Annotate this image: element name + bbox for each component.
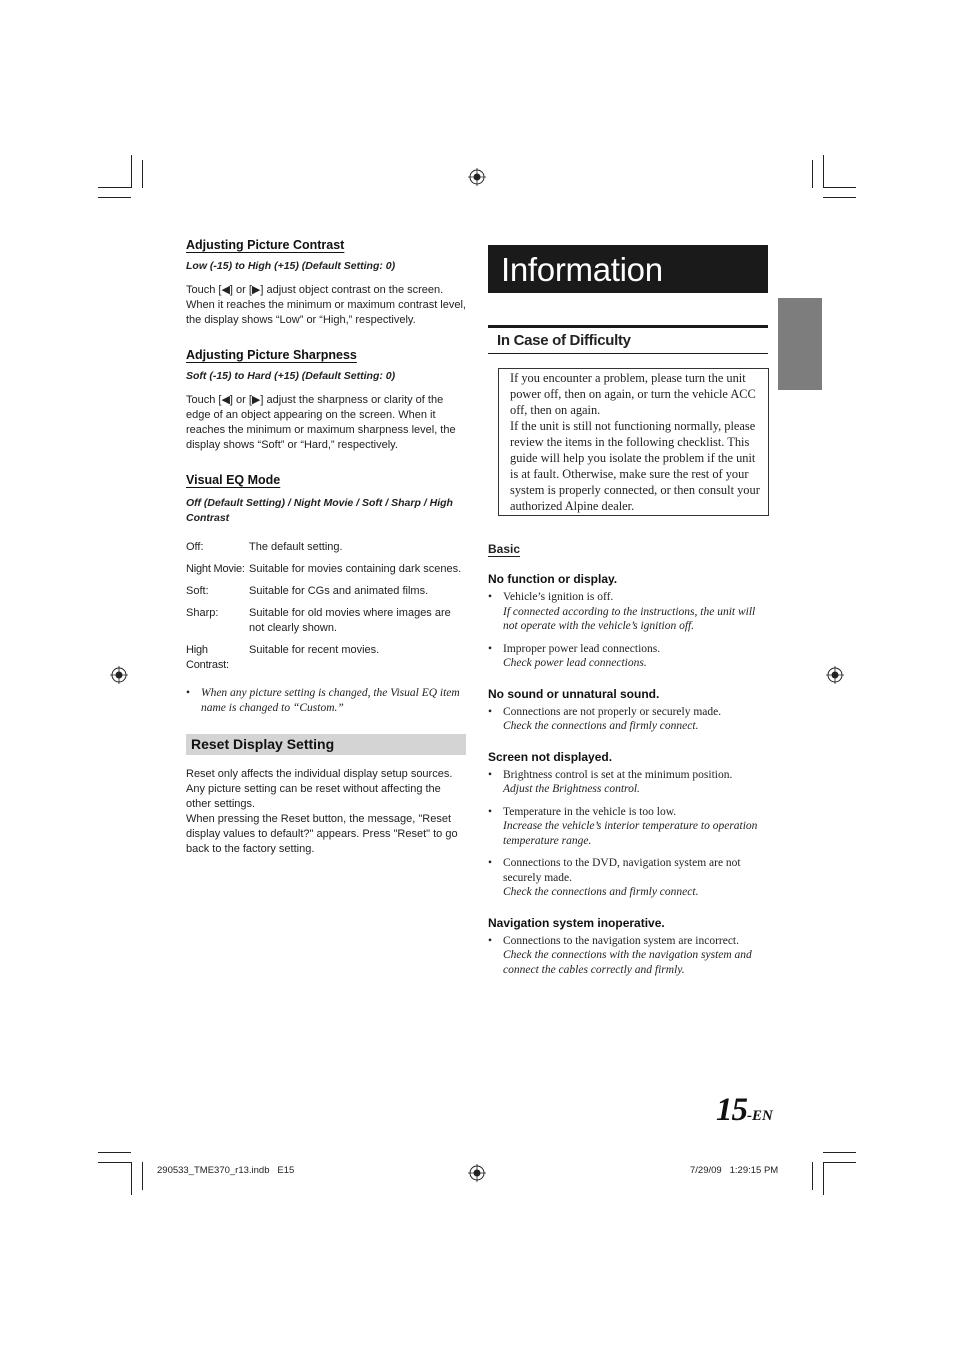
crop-mark	[823, 197, 856, 198]
list-item	[488, 642, 768, 671]
remedy-text: Increase the vehicle’s interior temperature to operation temperature range.	[503, 820, 758, 847]
reset-body-1: Reset only affects the individual display setup sources. Any picture setting can be reset without affecting the other settings.	[186, 768, 453, 810]
table-row	[186, 540, 466, 562]
reset-body-2: When pressing the Reset button, the message, "Reset display values to default?" appears. Press "Reset" to go back to the factory setting.	[186, 813, 458, 855]
problem-title: Navigation system inoperative.	[488, 915, 665, 930]
basic-heading: Basic	[488, 542, 521, 556]
definition-desc: Suitable for movies containing dark scenes.	[249, 563, 462, 575]
cause-text: Vehicle’s ignition is off.	[503, 591, 614, 603]
visual-eq-options: Off (Default Setting) / Night Movie / Soft / Sharp / High Contrast	[186, 497, 453, 524]
crop-mark	[812, 160, 813, 188]
page-number-suffix: -EN	[747, 1108, 773, 1124]
crop-mark	[98, 1162, 131, 1163]
registration-mark-icon	[468, 168, 486, 186]
cause-text: Temperature in the vehicle is too low.	[503, 805, 677, 818]
remedy-text: Adjust the Brightness control.	[503, 783, 640, 795]
remedy-text: Check the connections with the navigation system and connect the cables correctly and firmly.	[503, 949, 752, 976]
crop-mark	[823, 1162, 856, 1163]
crop-mark	[823, 1162, 824, 1195]
remedy-text: Check the connections and firmly connect.	[503, 886, 699, 898]
sharpness-body: Touch [◀] or [▶] adjust the sharpness or clarity of the edge of an object appearing on the screen. When it reaches the minimum or maximum sharpness level, the display shows “Soft” or “Hard,” respectively.	[186, 394, 456, 451]
cause-text: Connections are not properly or securely made.	[503, 705, 722, 718]
footer-date: 7/29/09 1:29:15 PM	[690, 1165, 779, 1176]
page-title: Information	[488, 245, 768, 293]
contrast-heading: Adjusting Picture Contrast	[186, 238, 345, 252]
definition-term: Soft:	[186, 585, 209, 597]
crop-mark	[823, 155, 824, 188]
contrast-range: Low (-15) to High (+15) (Default Setting: 0)	[186, 260, 396, 272]
registration-mark-icon	[468, 1164, 486, 1182]
definition-term: Night Movie:	[186, 563, 245, 575]
definition-term: Sharp:	[186, 607, 219, 619]
crop-mark	[142, 160, 143, 188]
table-row	[186, 562, 466, 584]
crop-mark	[98, 187, 131, 188]
intro-paragraph-1: If you encounter a problem, please turn the unit power off, then on again, or turn the vehicle ACC off, then on again.	[510, 371, 756, 417]
page-number-value: 15	[716, 1092, 747, 1128]
problem-title: No function or display.	[488, 572, 618, 586]
problem-title: No sound or unnatural sound.	[488, 686, 660, 701]
footer-file: 290533_TME370_r13.indb E15	[157, 1165, 295, 1176]
left-column	[186, 238, 466, 857]
remedy-text: Check the connections and firmly connect.	[503, 720, 699, 732]
list-item	[488, 934, 768, 978]
crop-mark	[812, 1162, 813, 1190]
table-row	[186, 584, 466, 606]
visual-eq-table	[186, 540, 466, 680]
sharpness-heading: Adjusting Picture Sharpness	[186, 348, 357, 362]
list-item	[488, 805, 768, 849]
page-number	[716, 1092, 773, 1129]
crop-mark	[131, 1162, 132, 1195]
cause-text: Connections to the DVD, navigation system are not securely made.	[503, 857, 741, 884]
remedy-text: If connected according to the instructions, the unit will not operate with the vehicle’s ignition off.	[503, 605, 756, 632]
definition-desc: Suitable for CGs and animated films.	[249, 585, 429, 597]
crop-mark	[131, 155, 132, 188]
list-item	[488, 856, 768, 900]
section-heading: In Case of Difficulty	[488, 325, 768, 354]
list-item	[488, 590, 768, 634]
definition-term: High Contrast:	[186, 644, 229, 671]
crop-mark	[98, 197, 131, 198]
cause-text: Brightness control is set at the minimum position.	[503, 768, 733, 781]
crop-mark	[823, 187, 856, 188]
contrast-body: Touch [◀] or [▶] adjust object contrast on the screen. When it reaches the minimum or maximum contrast level, the display shows “Low” or “High,” respectively.	[186, 284, 466, 326]
visual-eq-note: • When any picture setting is changed, the Visual EQ item name is changed to “Custom.”	[186, 686, 466, 716]
problem-title: Screen not displayed.	[488, 749, 613, 764]
sharpness-range: Soft (-15) to Hard (+15) (Default Setting: 0)	[186, 370, 396, 382]
registration-mark-icon	[110, 666, 128, 684]
thumb-tab	[778, 298, 822, 390]
list-item	[488, 768, 768, 797]
crop-mark	[823, 1152, 856, 1153]
crop-mark	[98, 1152, 131, 1153]
right-column	[488, 245, 768, 985]
intro-box	[498, 368, 769, 516]
intro-paragraph-2: If the unit is still not functioning normally, please review the items in the following checklist. This guide will help you isolate the problem if the unit is at fault. Otherwise, make sure the rest of your system is properly connected, or then consult your authorized Alpine dealer.	[510, 419, 760, 513]
definition-desc: Suitable for recent movies.	[249, 644, 380, 656]
definition-desc: The default setting.	[249, 541, 343, 553]
reset-heading: Reset Display Setting	[186, 734, 466, 755]
registration-mark-icon	[826, 666, 844, 684]
list-item	[488, 705, 768, 734]
definition-desc: Suitable for old movies where images are not clearly shown.	[249, 607, 451, 634]
remedy-text: Check power lead connections.	[503, 657, 647, 669]
cause-text: Connections to the navigation system are incorrect.	[503, 934, 740, 947]
table-row	[186, 643, 466, 680]
cause-text: Improper power lead connections.	[503, 642, 661, 655]
definition-term: Off:	[186, 541, 204, 553]
crop-mark	[142, 1162, 143, 1190]
table-row	[186, 606, 466, 643]
visual-eq-heading: Visual EQ Mode	[186, 473, 281, 487]
